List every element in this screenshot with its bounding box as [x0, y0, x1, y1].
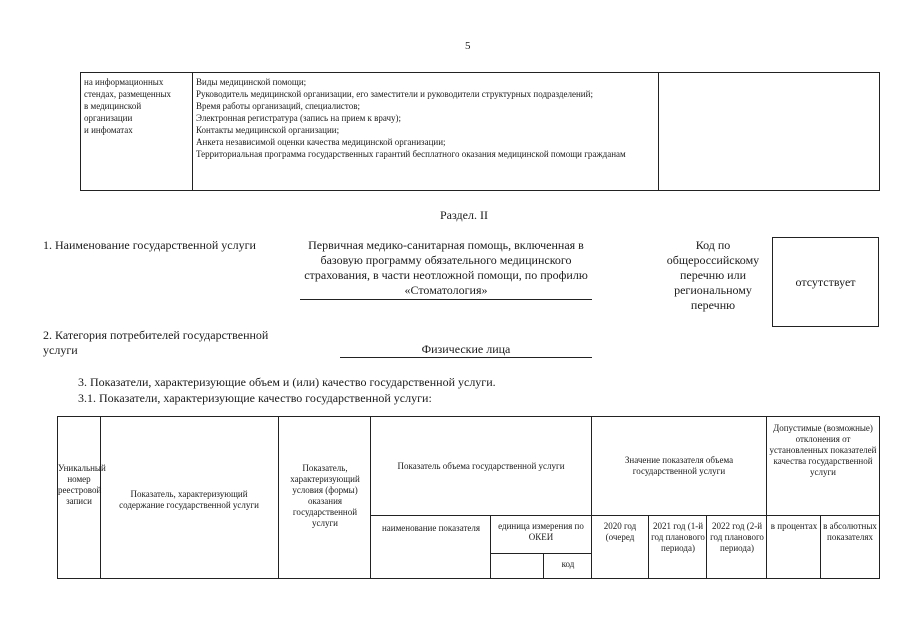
page-number: 5 — [465, 40, 471, 52]
header-year-2021: 2021 год (1-й год планового периода) — [651, 521, 705, 553]
cell-line: на информационных — [84, 77, 164, 87]
code-label: Код по общероссийскому перечню или региональному перечню — [666, 238, 760, 312]
header-conditions: Показатель, характеризующий условия (формы) оказания государственной услуги — [290, 463, 360, 528]
header-content: Показатель, характеризующий содержание государственной услуги — [119, 489, 259, 510]
service-name-value: Первичная медико-санитарная помощь, включенная в базовую программу обязательного медицинского страхования, в части неотложной помощи, по профилю «Стоматология» — [300, 238, 592, 300]
header-absolute: в абсолютных показателях — [823, 521, 877, 542]
indicators-table — [57, 416, 880, 579]
cell-line: Виды медицинской помощи; — [196, 77, 307, 87]
info-channels-table — [80, 72, 880, 191]
section-title: Раздел. II — [440, 208, 488, 222]
cell-line: Электронная регистратура (запись на прием к врачу); — [196, 113, 402, 123]
info-place-cell — [81, 73, 193, 190]
table-divider — [820, 515, 821, 578]
cell-line: Территориальная программа государственных гарантий бесплатного оказания медицинской помощи гражданам — [196, 149, 626, 159]
indicators-heading: 3. Показатели, характеризующие объем и (или) качество государственной услуги. — [78, 375, 496, 389]
consumer-category-value: Физические лица — [340, 342, 592, 358]
header-year-2020: 2020 год (очеред — [603, 521, 637, 542]
info-content-cell — [193, 73, 659, 190]
header-value: Значение показателя объема государственной услуги — [624, 455, 734, 476]
table-divider — [370, 417, 371, 578]
code-value: отсутствует — [795, 274, 856, 289]
table-divider — [490, 515, 491, 578]
cell-line: в медицинской — [84, 101, 142, 111]
table-divider — [370, 515, 880, 516]
code-box — [772, 237, 879, 327]
header-code: код — [561, 559, 575, 569]
cell-line: Руководитель медицинской организации, его заместители и руководители структурных подразделений; — [196, 89, 593, 99]
cell-line: организации — [84, 113, 133, 123]
header-volume: Показатель объема государственной услуги — [397, 461, 565, 471]
header-indicator-name: наименование показателя — [381, 523, 481, 533]
table-divider — [706, 515, 707, 578]
table-divider — [766, 417, 767, 578]
table-divider — [100, 417, 101, 578]
table-divider — [648, 515, 649, 578]
service-name-label: 1. Наименование государственной услуги — [43, 238, 256, 252]
cell-line: и инфоматах — [84, 125, 133, 135]
cell-line: Время работы организаций, специалистов; — [196, 101, 360, 111]
table-divider — [490, 553, 591, 554]
cell-line: Анкета независимой оценки качества медицинской организации; — [196, 137, 446, 147]
consumer-category-label: 2. Категория потребителей государственной услуги — [43, 328, 269, 357]
cell-line: стендах, размещенных — [84, 89, 172, 99]
quality-indicators-heading: 3.1. Показатели, характеризующие качество государственной услуги: — [78, 391, 432, 405]
header-unit: единица измерения по ОКЕИ — [498, 521, 584, 542]
header-year-2022: 2022 год (2-й год планового периода) — [710, 521, 764, 553]
cell-line: Контакты медицинской организации; — [196, 125, 340, 135]
header-deviation: Допустимые (возможные) отклонения от установленных показателей качества государственной услуги — [769, 423, 877, 477]
header-unique-number: Уникальный номер реестровой записи — [58, 463, 106, 506]
header-percent: в процентах — [770, 521, 818, 531]
table-divider — [278, 417, 279, 578]
table-divider — [543, 553, 544, 578]
table-divider — [591, 417, 592, 578]
